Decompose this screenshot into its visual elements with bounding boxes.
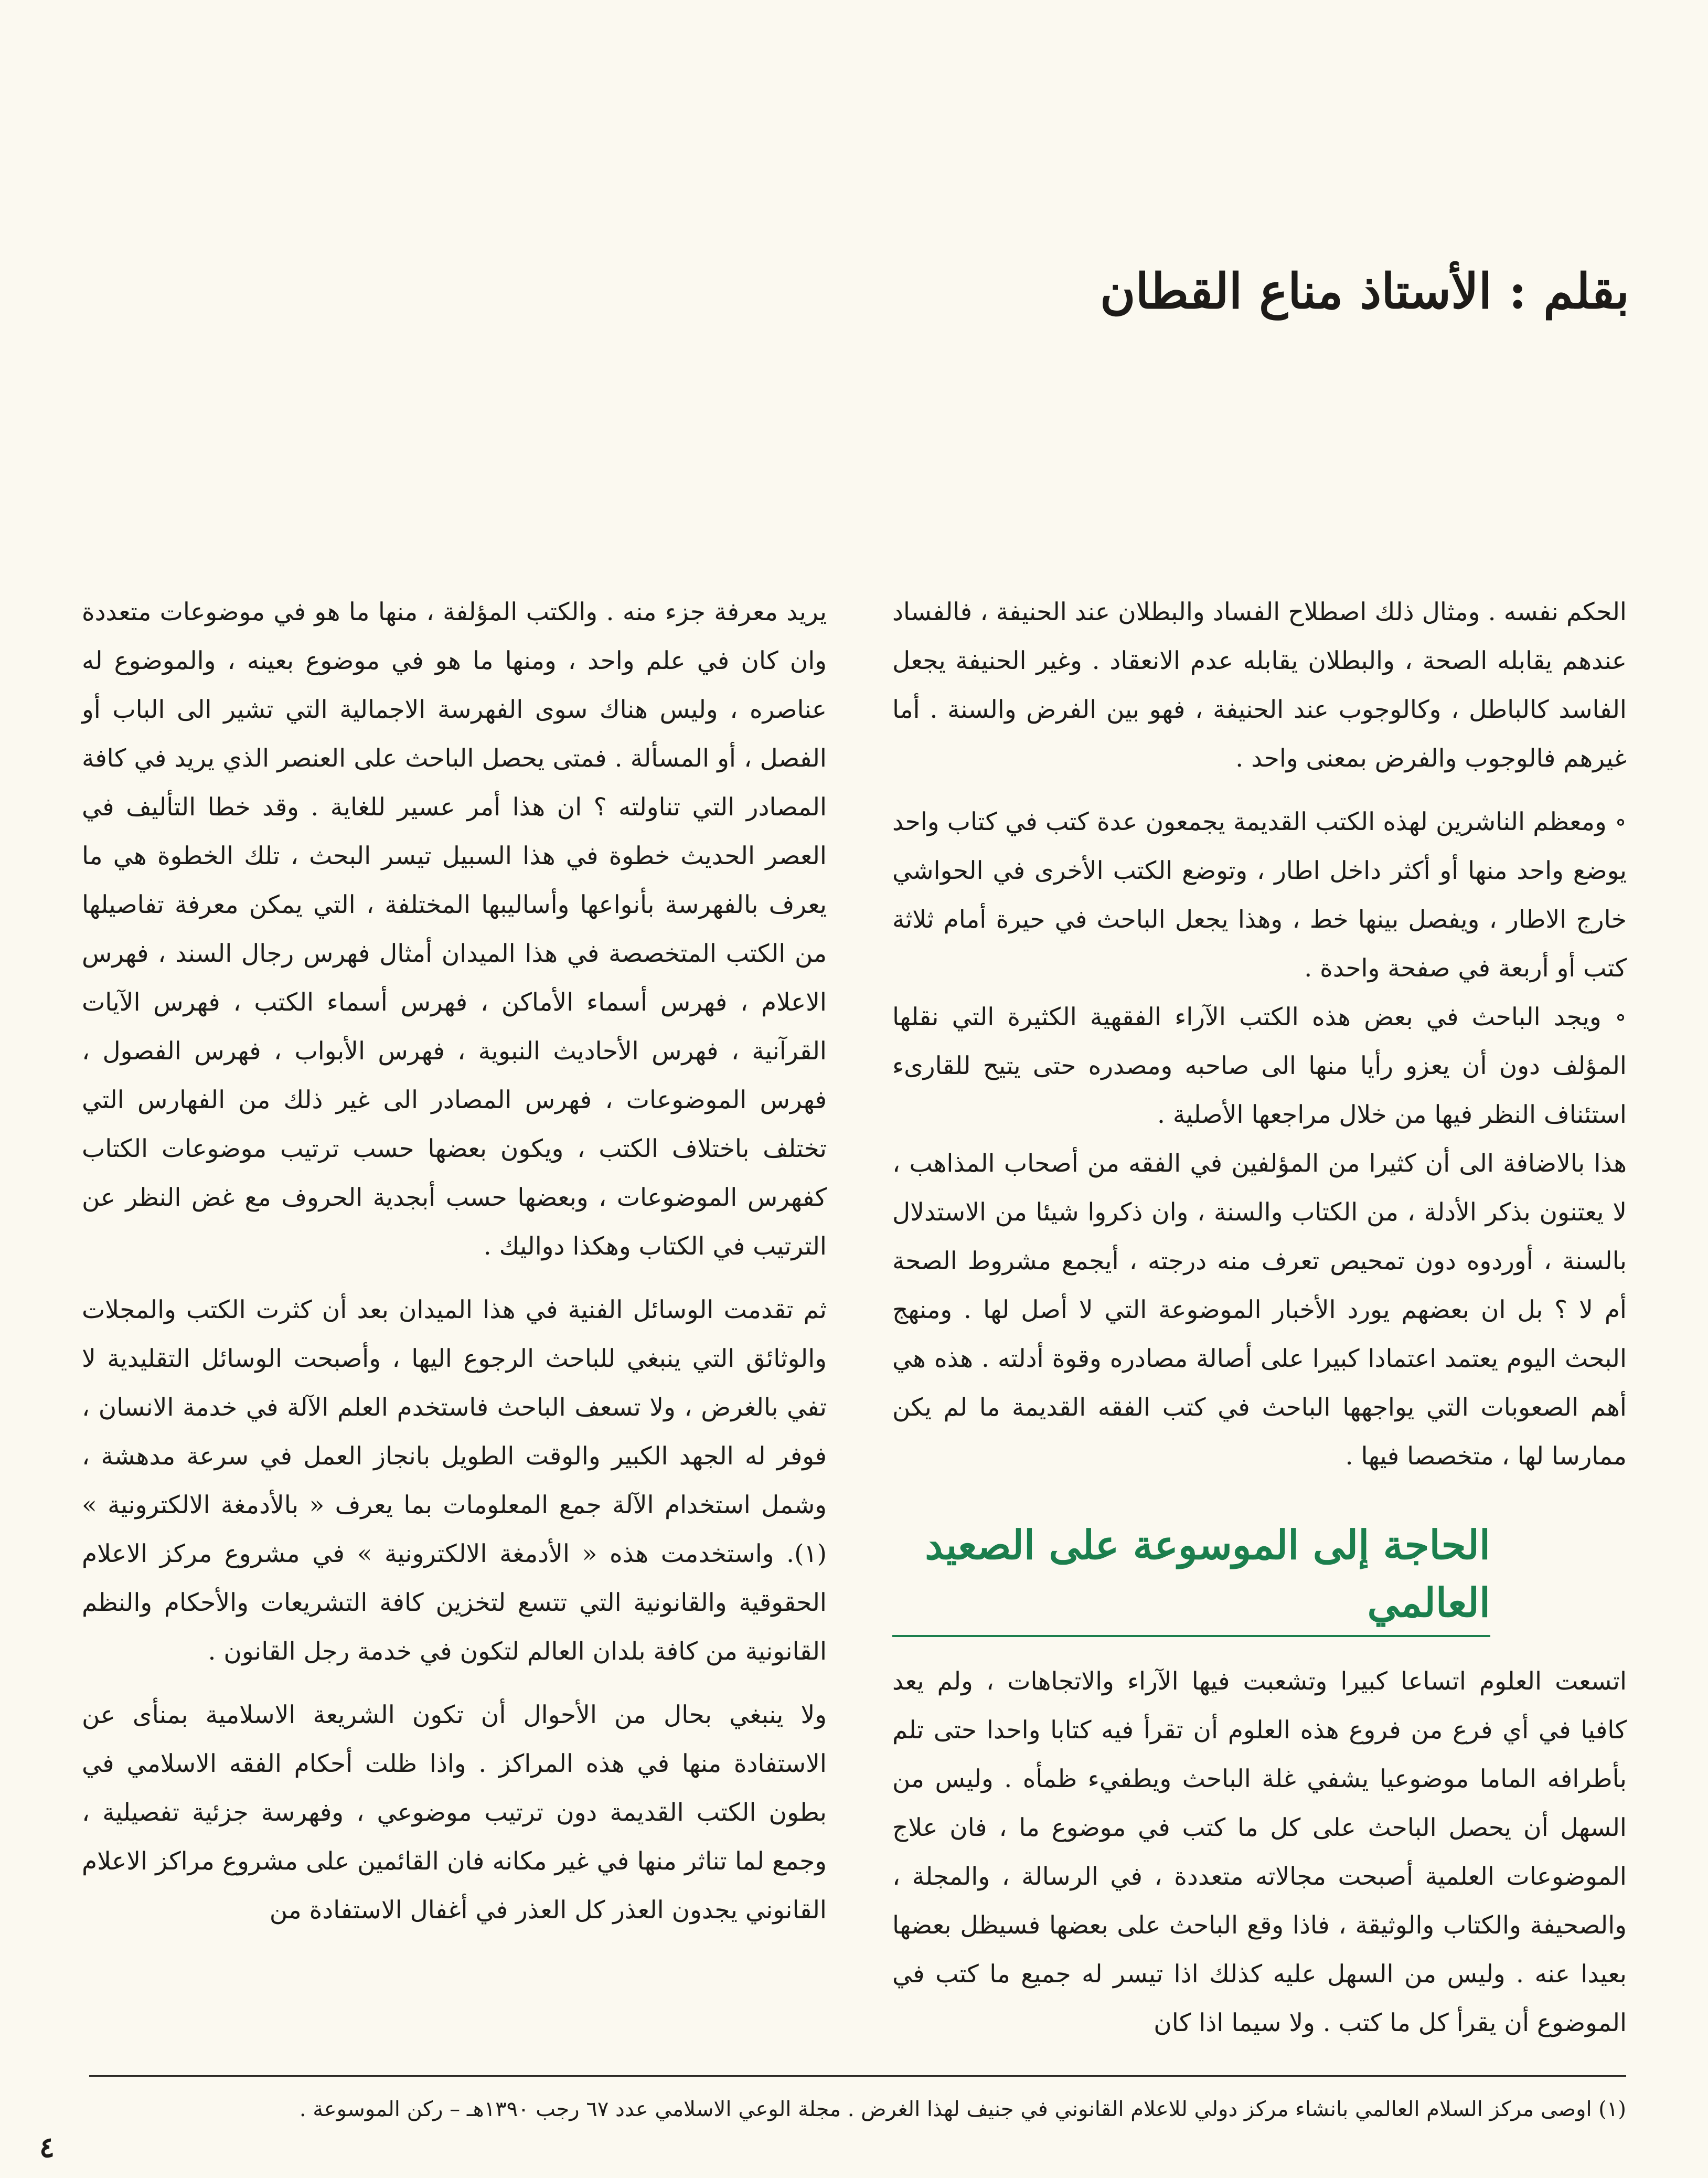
- left-paragraph-1: يريد معرفة جزء منه . والكتب المؤلفة ، منها ما هو في موضوعات متعددة وان كان في علم واحد ، ومنها ما هو في موضوع بعينه ، والموضوع له عناصره ، وليس هناك سوى الفهرسة الاجمالية التي تشير الى الباب أو الفصل ، أو المسألة . فمتى يحصل الباحث على العنصر الذي يريد في كافة المصادر التي تناولته ؟ ان هذا أمر عسير للغاية . وقد خطا التأليف في العصر الحديث خطوة في هذا السبيل تيسر البحث ، تلك الخطوة هي ما يعرف بالفهرسة بأنواعها وأساليبها المختلفة ، التي يمكن معرفة تفاصيلها من الكتب المتخصصة في هذا الميدان أمثال فهرس رجال السند ، فهرس الاعلام ، فهرس أسماء الأماكن ، فهرس أسماء الكتب ، فهرس الآيات القرآنية ، فهرس الأحاديث النبوية ، فهرس الأبواب ، فهرس الفصول ، فهرس الموضوعات ، فهرس المصادر الى غير ذلك من الفهارس التي تختلف باختلاف الكتب ، ويكون بعضها حسب ترتيب موضوعات الكتاب كفهرس الموضوعات ، وبعضها حسب أبجدية الحروف مع غض النظر عن الترتيب في الكتاب وهكذا دواليك .: [82, 598, 827, 1261]
- footnote-divider: [89, 2075, 1626, 2077]
- left-paragraph-2: ثم تقدمت الوسائل الفنية في هذا الميدان بعد أن كثرت الكتب والمجلات والوثائق التي ينبغي للباحث الرجوع اليها ، وأصبحت الوسائل التقليدية لا تفي بالغرض ، ولا تسعف الباحث فاستخدم العلم الآلة في خدمة الانسان ، فوفر له الجهد الكبير والوقت الطويل بانجاز العمل في سرعة مدهشة ، وشمل استخدام الآلة جمع المعلومات بما يعرف « بالأدمغة الالكترونية » (١). واستخدمت هذه « الأدمغة الالكترونية » في مشروع مركز الاعلام الحقوقية والقانونية التي تتسع لتخزين كافة التشريعات والأحكام والنظم القانونية من كافة بلدان العالم لتكون في خدمة رجل القانون .: [82, 1295, 827, 1666]
- right-paragraph-4: هذا بالاضافة الى أن كثيرا من المؤلفين في الفقه من أصحاب المذاهب ، لا يعتنون بذكر الأدلة ، من الكتاب والسنة ، وان ذكروا شيئا من الاستدلال بالسنة ، أوردوه دون تمحيص تعرف منه درجته ، أيجمع مشروط الصحة أم لا ؟ بل ان بعضهم يورد الأخبار الموضوعة التي لا أصل لها . ومنهج البحث اليوم يعتمد اعتمادا كبيرا على أصالة مصادره وقوة أدلته . هذه هي أهم الصعوبات التي يواجهها الباحث في كتب الفقه القديمة ما لم يكن ممارسا لها ، متخصصا فيها .: [892, 1149, 1627, 1471]
- footnote: (١) اوصى مركز السلام العالمي بانشاء مركز دولي للاعلام القانوني في جنيف لهذا الغرض . مجلة الوعي الاسلامي عدد ٦٧ رجب ١٣٩٠هـ – ركن الموسوعة .: [299, 2097, 1626, 2121]
- right-paragraph-1: الحكم نفسه . ومثال ذلك اصطلاح الفساد والبطلان عند الحنيفة ، فالفساد عندهم يقابله الصحة ، والبطلان يقابله عدم الانعقاد . وغير الحنيفة يجعل الفاسد كالباطل ، وكالوجوب عند الحنيفة ، فهو بين الفرض والسنة . أما غيرهم فالوجوب والفرض بمعنى واحد .: [892, 598, 1627, 773]
- right-column: [892, 588, 1627, 2062]
- left-paragraph-3: ولا ينبغي بحال من الأحوال أن تكون الشريعة الاسلامية بمنأى عن الاستفادة منها في هذه المراكز . واذا ظلت أحكام الفقه الاسلامي في بطون الكتب القديمة دون ترتيب موضوعي ، وفهرسة جزئية تفصيلية ، وجمع لما تناثر منها في غير مكانه فان القائمين على مشروع مراكز الاعلام القانوني يجدون العذر كل العذر في أغفال الاستفادة من: [82, 1701, 827, 1925]
- right-paragraph-2: ∘ ومعظم الناشرين لهذه الكتب القديمة يجمعون عدة كتب في كتاب واحد يوضع واحد منها أو أكثر داخل اطار ، وتوضع الكتب الأخرى في الحواشي خارج الاطار ، ويفصل بينها خط ، وهذا يجعل الباحث في حيرة أمام ثلاثة كتب أو أربعة في صفحة واحدة .: [892, 798, 1627, 993]
- page-number: ٤: [39, 2130, 55, 2164]
- author-byline: بقلم : الأستاذ مناع القطان: [1100, 263, 1629, 320]
- section-heading: الحاجة إلى الموسوعة على الصعيد العالمي: [892, 1516, 1490, 1637]
- section-heading-wrap: [892, 1496, 1627, 1646]
- left-column: [82, 588, 827, 1949]
- right-paragraph-5: اتسعت العلوم اتساعا كبيرا وتشعبت فيها الآراء والاتجاهات ، ولم يعد كافيا في أي فرع من فروع هذه العلوم أن تقرأ فيه كتابا واحدا حتى تلم بأطرافه الماما موضوعيا يشفي غلة الباحث ويطفيء ظمأه . وليس من السهل أن يحصل الباحث على كل ما كتب في موضوع ما ، فان علاج الموضوعات العلمية أصبحت مجالاته متعددة ، في الرسالة ، والمجلة ، والصحيفة والكتاب والوثيقة ، فاذا وقع الباحث على بعضها فسيظل بعضها بعيدا عنه . وليس من السهل عليه كذلك اذا تيسر له جميع ما كتب في الموضوع أن يقرأ كل ما كتب . ولا سيما اذا كان: [892, 1667, 1627, 2037]
- right-paragraph-3: ∘ ويجد الباحث في بعض هذه الكتب الآراء الفقهية الكثيرة التي نقلها المؤلف دون أن يعزو رأيا منها الى صاحبه ومصدره حتى يتيح للقارىء استئناف النظر فيها من خلال مراجعها الأصلية .: [892, 993, 1627, 1139]
